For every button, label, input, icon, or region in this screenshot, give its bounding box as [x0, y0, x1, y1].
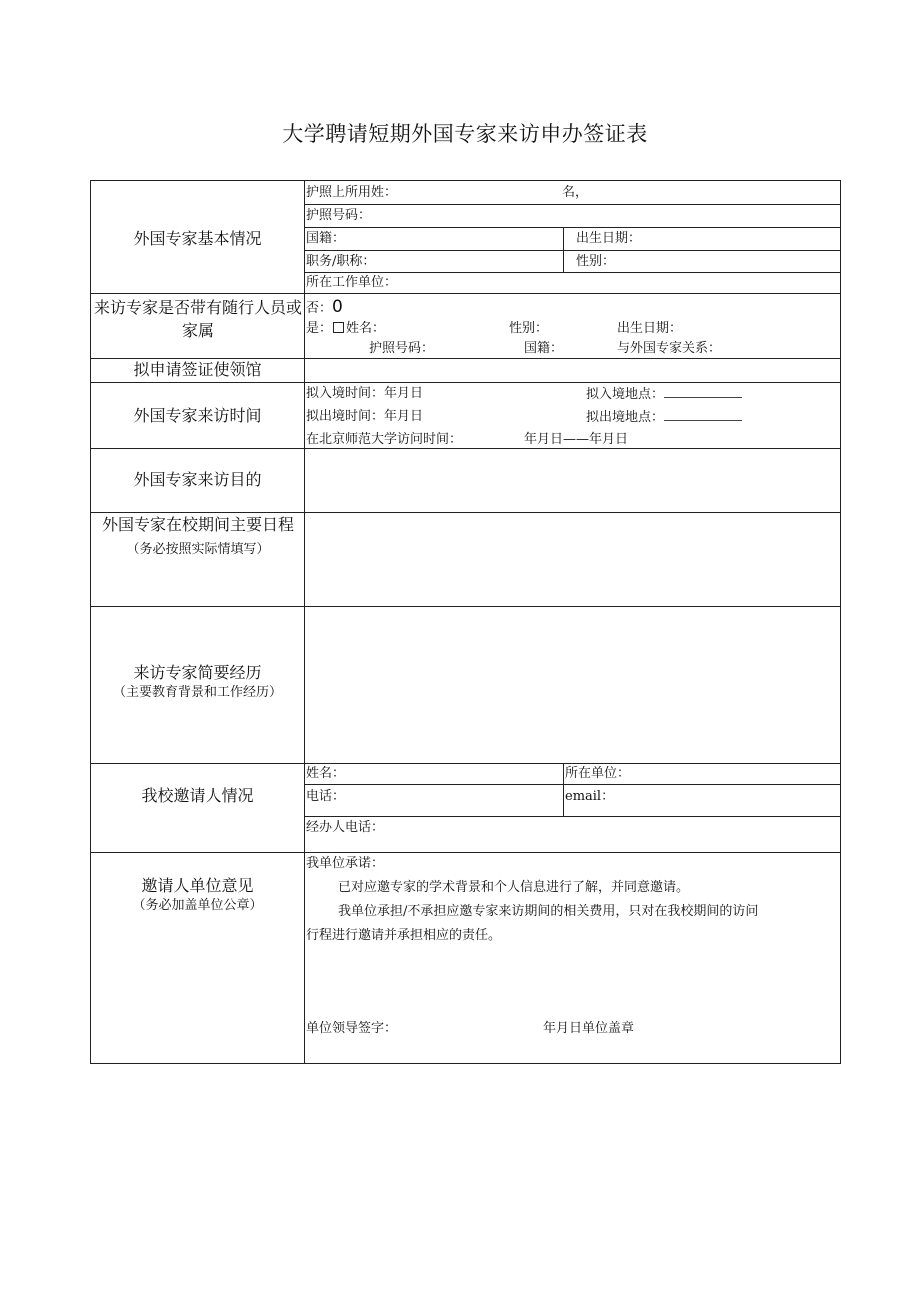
companions-no-option[interactable]	[306, 297, 343, 317]
passport-number-field[interactable]: 护照号码：	[306, 208, 372, 223]
yes-label: 是：	[306, 321, 333, 336]
exit-time-field[interactable]: 拟出境时间：年月日	[306, 409, 424, 424]
inviter-label: 我校邀请人情况	[141, 786, 254, 805]
surname-field[interactable]: 护照上所用姓：	[306, 185, 398, 200]
entry-place-field[interactable]	[586, 386, 742, 403]
companion-nationality-field[interactable]: 国籍：	[524, 341, 564, 356]
row-divider	[304, 272, 841, 273]
leader-signature-field[interactable]: 单位领导签字：	[306, 1021, 398, 1036]
visit-purpose-field[interactable]	[305, 450, 840, 510]
exit-place-label: 拟出境地点：	[586, 410, 665, 425]
companion-name-field[interactable]: 姓名：	[346, 321, 386, 336]
consulate-field[interactable]	[305, 360, 840, 380]
row-divider	[304, 816, 841, 817]
inviter-unit-field[interactable]: 所在单位：	[565, 766, 631, 781]
opinion-title: 邀请人单位意见	[141, 876, 254, 895]
gender-field[interactable]: 性别：	[576, 254, 616, 269]
resume-label	[91, 661, 304, 703]
row-divider	[90, 382, 841, 383]
row-divider	[90, 606, 841, 607]
no-label: 否：	[306, 301, 333, 316]
companions-yes-option[interactable]	[306, 321, 385, 337]
companions-label: 来访专家是否带有随行人员或家属	[93, 298, 302, 341]
companion-passport-field[interactable]: 护照号码：	[369, 341, 435, 356]
inviter-phone-field[interactable]: 电话：	[306, 789, 346, 804]
entry-place-blank[interactable]	[664, 386, 742, 398]
unit-seal-field[interactable]: 年月日单位盖章	[543, 1021, 635, 1036]
schedule-field[interactable]	[305, 514, 840, 604]
form-title: 大学聘请短期外国专家来访申办签证表	[282, 122, 648, 146]
position-title-field[interactable]: 职务/职称：	[306, 254, 376, 269]
resume-note: （主要教育背景和工作经历）	[112, 685, 282, 701]
inviter-name-field[interactable]: 姓名：	[306, 766, 346, 781]
birth-date-field[interactable]: 出生日期：	[576, 231, 642, 246]
cell-divider	[563, 227, 564, 272]
companion-gender-field[interactable]: 性别：	[509, 321, 549, 336]
row-divider	[304, 250, 841, 251]
bnu-visit-label: 在北京师范大学访问时间：	[306, 432, 463, 447]
commitment-heading: 我单位承诺：	[306, 856, 385, 871]
row-divider	[90, 448, 841, 449]
companion-relation-field[interactable]: 与外国专家关系：	[617, 341, 722, 356]
commitment-paragraph-2a: 我单位承担/不承担应邀专家来访期间的相关费用，只对在我校期间的访问	[338, 904, 759, 919]
opinion-label	[91, 874, 304, 916]
commitment-paragraph-1: 已对应邀专家的学术背景和个人信息进行了解，并同意邀请。	[338, 880, 690, 895]
yes-checkbox[interactable]	[333, 322, 344, 333]
resume-title: 来访专家简要经历	[133, 663, 262, 682]
employer-field[interactable]: 所在工作单位：	[306, 275, 398, 290]
inviter-email-field[interactable]: email：	[565, 789, 615, 804]
row-divider	[304, 227, 841, 228]
entry-time-field[interactable]: 拟入境时间：年月日	[306, 386, 424, 401]
row-divider	[304, 784, 841, 785]
handler-phone-field[interactable]: 经办人电话：	[306, 820, 385, 835]
schedule-label	[93, 513, 303, 560]
consulate-label: 拟申请签证使领馆	[133, 360, 262, 379]
exit-place-field[interactable]	[586, 409, 742, 426]
cell-divider	[563, 763, 564, 816]
commitment-paragraph-2b: 行程进行邀请并承担相应的责任。	[306, 928, 502, 943]
opinion-note: （务必加盖单位公章）	[132, 898, 263, 914]
no-value: 0	[332, 297, 343, 317]
visit-purpose-label: 外国专家来访目的	[133, 470, 262, 489]
given-name-field[interactable]: 名，	[562, 185, 589, 200]
row-divider	[90, 852, 841, 853]
bnu-visit-period-field[interactable]: 年月日——年月日	[524, 432, 629, 447]
nationality-field[interactable]: 国籍：	[306, 231, 346, 246]
exit-place-blank[interactable]	[664, 409, 742, 421]
entry-place-label: 拟入境地点：	[586, 387, 665, 402]
row-divider	[304, 204, 841, 205]
visit-time-label: 外国专家来访时间	[133, 406, 262, 425]
schedule-note: （务必按照实际情填写）	[126, 542, 270, 558]
companion-birth-date-field[interactable]: 出生日期：	[617, 321, 683, 336]
schedule-title: 外国专家在校期间主要日程	[101, 515, 294, 534]
resume-field[interactable]	[305, 608, 840, 761]
basic-info-label: 外国专家基本情况	[133, 229, 262, 248]
row-divider	[90, 293, 841, 294]
row-divider	[90, 763, 841, 764]
